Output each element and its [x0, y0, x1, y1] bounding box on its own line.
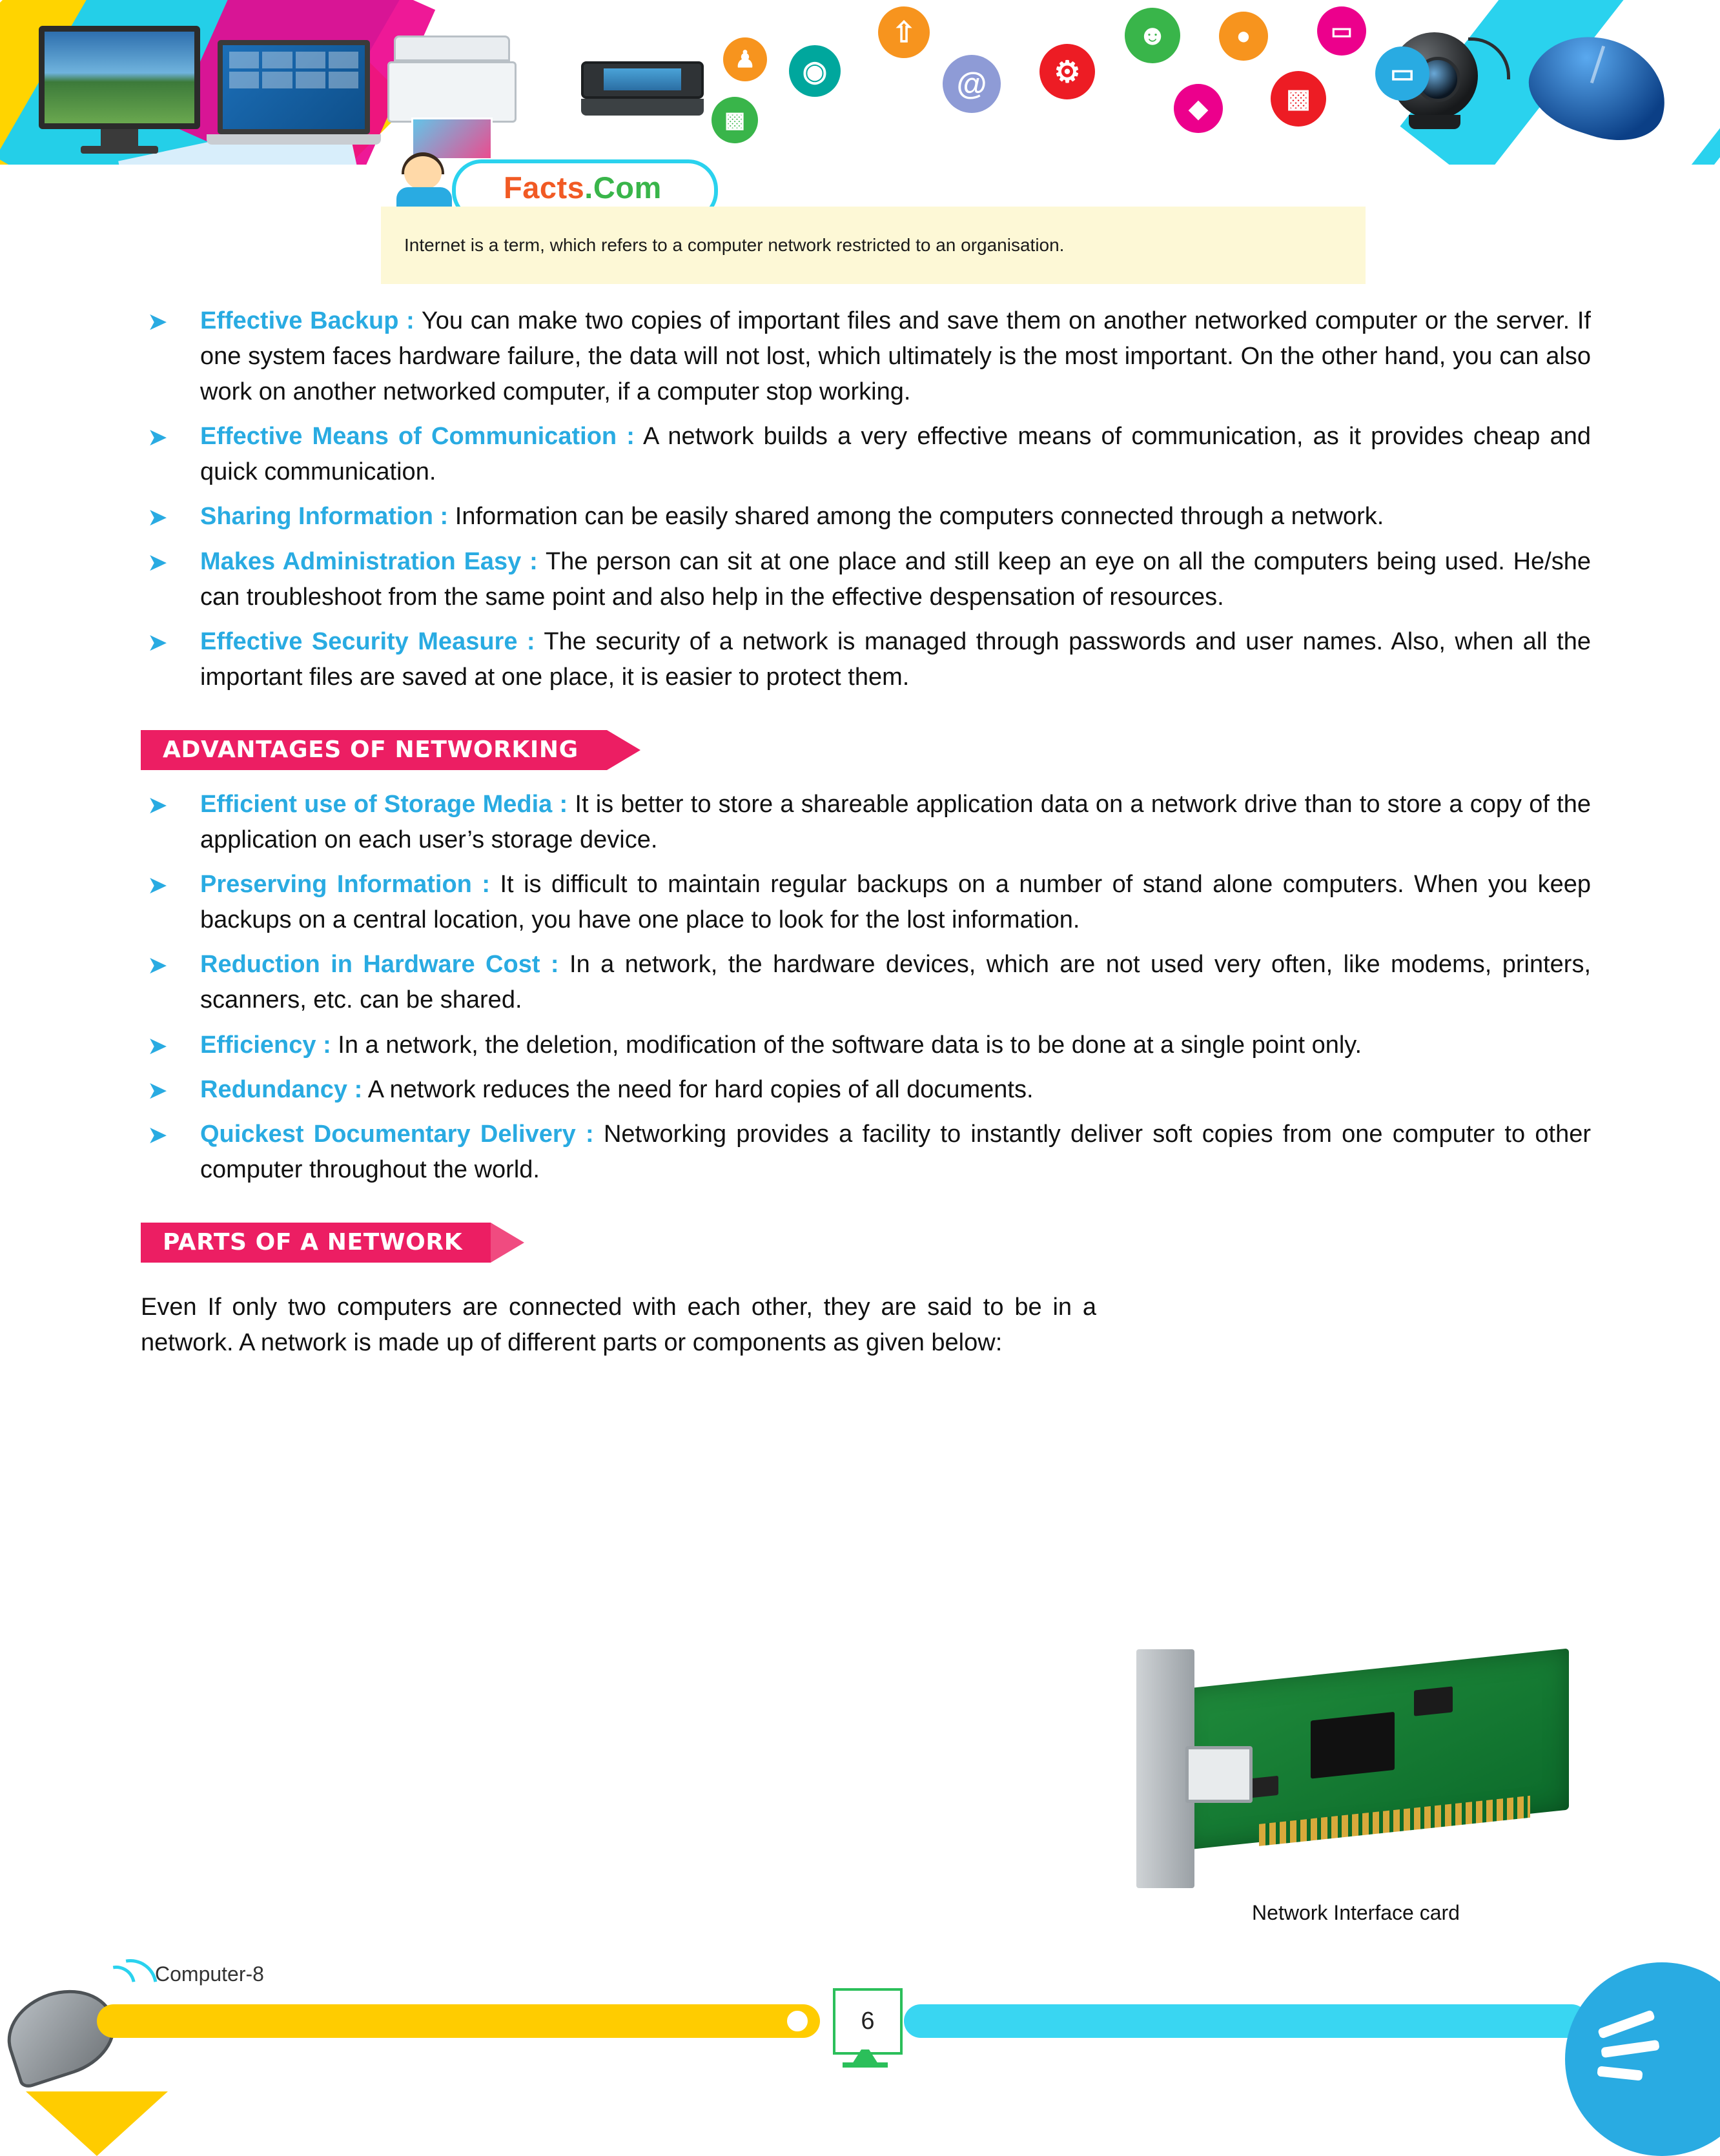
arrow-bullet-icon: ➤: [147, 1077, 168, 1104]
arrow-bullet-icon: ➤: [147, 424, 168, 452]
arrow-bullet-icon: ➤: [147, 952, 168, 980]
list-item: [141, 419, 1591, 490]
mouse-image: [1530, 39, 1668, 142]
nic-chip: [1311, 1712, 1395, 1779]
list-item: [141, 1072, 1591, 1108]
list-item: [141, 787, 1591, 858]
nic-rj45-port: [1185, 1746, 1253, 1803]
list-item-body: You can make two copies of important files and save them on another networked computer or the server. If one system faces hardware failure, the data will not lost, which ultimately is the most important. On the other hand, you can also work on another networked computer, if a computer stop working.: [200, 307, 1591, 406]
list-item-lead: Quickest Documentary Delivery :: [200, 1120, 594, 1148]
list-item-body: It is better to store a shareable application data on a network drive than to store a copy of the application on each user’s storage device.: [200, 790, 1591, 854]
list-item-body: The security of a network is managed through passwords and user names. Also, when all the important files are saved at one place, it is easier to protect them.: [200, 627, 1591, 691]
section-heading-text: PARTS OF A NETWORK: [163, 1229, 463, 1256]
users-icon: ☻: [1125, 8, 1180, 63]
arrow-bullet-icon: ➤: [147, 629, 168, 656]
mouse-icon: ●: [1219, 12, 1268, 61]
list-item: [141, 624, 1591, 695]
arrow-bullet-icon: ➤: [147, 1121, 168, 1149]
gear-icon: ⚙: [1039, 44, 1095, 99]
section-heading-parts: [141, 1223, 491, 1263]
printer-body: [387, 61, 517, 123]
nic-gold-connector: [1259, 1796, 1530, 1846]
arrow-bullet-icon: ➤: [147, 791, 168, 819]
nic-figure: [1111, 1649, 1601, 1925]
nic-caption: Network Interface card: [1252, 1901, 1460, 1924]
list-item: [141, 947, 1591, 1018]
list-item-lead: Reduction in Hardware Cost :: [200, 951, 559, 979]
list-item: [141, 303, 1591, 410]
arrow-bullet-icon: ➤: [147, 504, 168, 532]
monitor-stand: [101, 129, 138, 146]
list-item-lead: Effective Means of Communication :: [200, 423, 635, 451]
chart-icon: ▩: [712, 97, 758, 143]
list-item-body: It is difficult to maintain regular backups on a number of stand alone computers. When you keep backups on a central location, you have one place to look for the lost information.: [200, 871, 1591, 934]
page-footer: [0, 1943, 1720, 2155]
footer-cyan-bar: [904, 2004, 1588, 2038]
laptop-keyboard: [207, 134, 381, 145]
webcam-arm: [1468, 37, 1510, 79]
arrow-bullet-icon: ➤: [147, 1032, 168, 1060]
arrow-bullet-icon: ➤: [147, 309, 168, 336]
list-item-lead: Effective Security Measure :: [200, 627, 535, 655]
list-item-body: Networking provides a facility to instantly deliver soft copies from one computer to other computer throughout the world.: [200, 1120, 1591, 1183]
network-interface-card-image: [1123, 1649, 1588, 1895]
scanner-base: [581, 99, 704, 116]
scanner-image: [581, 61, 704, 132]
list-item-body: A network builds a very effective means of communication, as it provides cheap and quick communication.: [200, 423, 1591, 486]
monitor-icon: ▭: [1375, 46, 1429, 101]
folder-icon: ▭: [1317, 6, 1366, 56]
footer-dot-left: [784, 2008, 811, 2035]
bars-icon: ▩: [1271, 71, 1326, 127]
parts-paragraph: Even If only two computers are connected with each other, they are said to be in a network. A network is made up of different parts or components as given below:: [141, 1293, 1096, 1356]
at-icon: @: [943, 55, 1001, 113]
list-item-lead: Efficient use of Storage Media :: [200, 790, 568, 818]
laptop-tiles: [223, 45, 365, 95]
list-item-body: In a network, the deletion, modification of the software data is to be done at a single point only.: [338, 1031, 1362, 1059]
list-item-lead: Makes Administration Easy :: [200, 547, 538, 575]
page-number-badge: 6: [833, 1988, 903, 2055]
nic-chip: [1414, 1686, 1453, 1716]
list-item-body: Information can be easily shared among the computers connected through a network.: [455, 503, 1384, 531]
facts-label: [504, 170, 662, 205]
list-item-body: The person can sit at one place and still keep an eye on all the computers being used. He/she can troubleshoot from the same point and also help in the effective despensation of resources.: [200, 547, 1592, 611]
user-icon: ♟: [723, 37, 767, 81]
list-item: [141, 1028, 1591, 1063]
section-heading-advantages: [141, 730, 607, 770]
book-label: Computer-8: [155, 1962, 264, 1986]
facts-label-suffix: .Com: [584, 170, 662, 205]
wifi-swoosh-icon: [1597, 2014, 1675, 2091]
globe-icon: ◉: [789, 45, 841, 97]
list-item: [141, 1117, 1591, 1188]
monitor-base: [81, 146, 158, 154]
list-item: [141, 544, 1591, 615]
webcam-clip: [1409, 115, 1460, 129]
laptop-image: [207, 40, 381, 159]
footer-yellow-bar: [97, 2004, 820, 2038]
list-item-lead: Preserving Information :: [200, 871, 491, 899]
fact-text: Internet is a term, which refers to a computer network restricted to an organisation.: [404, 235, 1065, 255]
laptop-screen: [218, 40, 370, 134]
list-item-lead: Sharing Information :: [200, 503, 449, 531]
student-head: [404, 156, 442, 190]
monitor-image: [39, 26, 200, 155]
advantages-bullet-list: [0, 787, 1720, 1188]
printer-top: [394, 36, 510, 61]
section-heading-ribbon: [141, 730, 607, 770]
list-item-lead: Efficiency :: [200, 1031, 331, 1059]
page-content: [0, 303, 1720, 1361]
list-item-body: In a network, the hardware devices, which are not used very often, like modems, printers, scanners, etc. can be shared.: [200, 951, 1592, 1014]
gamepad-icon: ◆: [1174, 84, 1223, 133]
printer-image: [387, 36, 517, 158]
scanner-lid: [581, 61, 704, 99]
arrow-bullet-icon: ➤: [147, 549, 168, 576]
list-item: [141, 499, 1591, 534]
page-badge-base: [843, 2062, 888, 2068]
monitor-screen: [39, 26, 200, 129]
facts-label-prefix: Facts: [504, 170, 585, 205]
scanner-glass: [604, 68, 681, 90]
section-heading-text: ADVANTAGES OF NETWORKING: [163, 737, 578, 764]
list-item: [141, 867, 1591, 938]
fact-callout-box: [381, 207, 1366, 284]
list-item-lead: Redundancy :: [200, 1075, 363, 1103]
upload-icon: ⇧: [878, 6, 930, 58]
intro-bullet-list: [0, 303, 1720, 695]
list-item-lead: Effective Backup :: [200, 307, 415, 334]
section-heading-ribbon: [141, 1223, 491, 1263]
yellow-triangle: [26, 2091, 168, 2156]
list-item-body: A network reduces the need for hard copies of all documents.: [367, 1075, 1034, 1103]
arrow-bullet-icon: ➤: [147, 872, 168, 900]
mouse-body: [1518, 19, 1680, 154]
